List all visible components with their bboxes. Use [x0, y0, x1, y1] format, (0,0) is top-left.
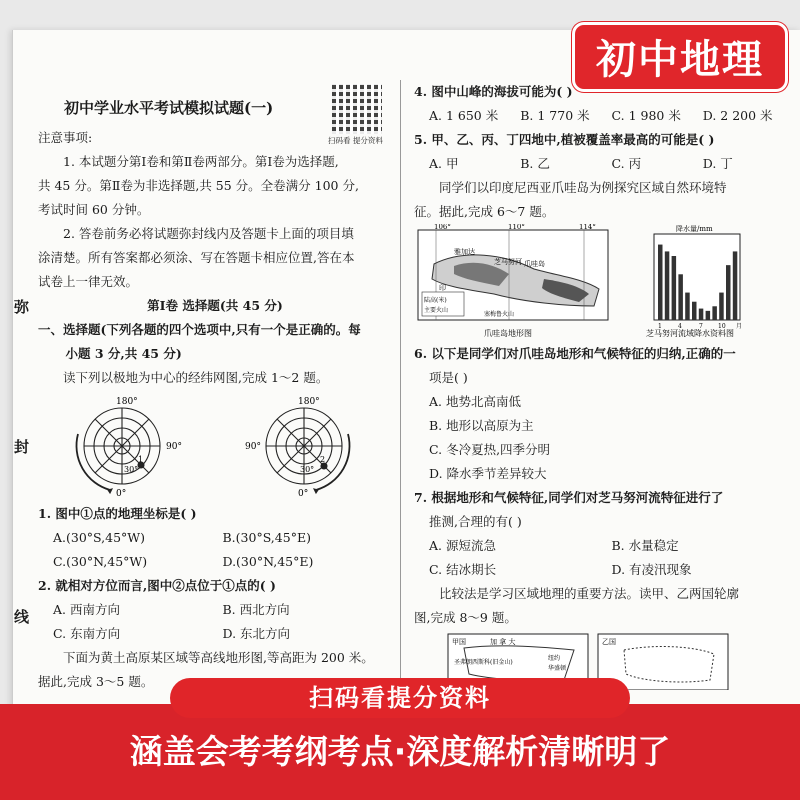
notice-line: 试卷上一律无效。 [38, 274, 139, 289]
map2-label: 圣弗朗西斯科(旧金山) [454, 659, 513, 666]
question-7: 7. 根据地形和气候特征,同学们对芝马努河流特征进行了 [414, 490, 724, 505]
option: D. 2 200 米 [702, 108, 773, 123]
right-column [414, 80, 794, 690]
part-heading: 小题 3 分,共 45 分) [65, 346, 182, 361]
options-row [414, 104, 794, 128]
rain-bar [685, 293, 690, 320]
fig-label-lat: 30° [124, 465, 139, 474]
notice-line: 共 45 分。第Ⅱ卷为非选择题,共 55 分。全卷满分 100 分, [38, 178, 359, 193]
fig-label-top: 180° [298, 397, 320, 407]
map-sea: 印 [439, 284, 446, 292]
map2-label: 加 拿 大 [490, 638, 516, 646]
rain-bar [699, 309, 704, 320]
promo-banner: 涵盖会考考纲考点·深度解析清晰明了 [0, 704, 800, 800]
fig-label-right: 90° [166, 442, 182, 452]
fig-label-lat: 30° [300, 465, 315, 474]
notice-heading: 注意事项: [38, 130, 93, 145]
fig-label-bottom: 0° [298, 489, 309, 499]
rain-bar [706, 311, 711, 320]
question-intro: 下面为黄土高原某区域等高线地形图,等高距为 200 米。 [63, 650, 374, 665]
question-5: 5. 甲、乙、丙、丁四地中,植被覆盖率最高的可能是( ) [414, 132, 715, 147]
option: B. 地形以高原为主 [429, 418, 534, 433]
option: C. 丙 [611, 156, 642, 171]
rain-bar [658, 245, 663, 320]
notice-line: 涂清楚。所有答案都必须涂、写在答题卡相应位置,答在本 [38, 250, 355, 265]
polar-grid-svg [38, 390, 392, 502]
scan-banner[interactable]: 扫码看提分资料 [170, 678, 630, 718]
question-1: 1. 图中①点的地理坐标是( ) [38, 506, 197, 521]
notice-line: 考试时间 60 分钟。 [38, 202, 150, 217]
option: C. 1 980 米 [611, 108, 681, 123]
option: A. 地势北高南低 [429, 394, 521, 409]
map-volcano: 塞梅鲁火山 [484, 311, 515, 318]
question-intro: 据此,完成 3～5 题。 [38, 674, 154, 689]
binding-char: 弥 [14, 298, 30, 316]
question-intro: 征。据此,完成 6～7 题。 [414, 204, 555, 219]
option: B. 1 770 米 [520, 108, 590, 123]
notice-line: 1. 本试题分第Ⅰ卷和第Ⅱ卷两部分。第Ⅰ卷为选择题, [63, 154, 339, 169]
rain-bar [726, 265, 731, 320]
rain-bar [692, 302, 697, 320]
rain-month: 1 [658, 323, 662, 330]
qr-code[interactable] [332, 84, 382, 134]
binding-char: 封 [14, 438, 30, 456]
rain-bar [665, 251, 670, 320]
option: D.(30°N,45°E) [222, 554, 314, 569]
option: B. 水量稳定 [611, 538, 679, 553]
fig-point-2: 2 [320, 455, 326, 464]
map-city: 雅加达 [454, 248, 475, 256]
java-figures [414, 224, 794, 342]
question-2: 2. 就相对方位而言,图中②点位于①点的( ) [38, 578, 276, 593]
map-lon: 106° [434, 224, 451, 231]
question-intro: 图,完成 8～9 题。 [414, 610, 517, 625]
option: C. 东南方向 [53, 626, 121, 641]
map2-label: 甲国 [452, 638, 466, 646]
rain-month: 10 [718, 323, 726, 330]
map2-label: 华盛顿 [548, 665, 567, 672]
notice-line: 2. 答卷前务必将试题弥封线内及答题卡上面的项目填 [63, 226, 354, 241]
exam-title: 初中学业水平考试模拟试题(一) [64, 99, 274, 117]
question-intro: 比较法是学习区域地理的重要方法。读甲、乙两国轮廓 [439, 586, 740, 601]
part-heading: 一、选择题(下列各题的四个选项中,只有一个是正确的。每 [38, 322, 361, 337]
question-intro: 同学们以印度尼西亚爪哇岛为例探究区域自然环境特 [439, 180, 727, 195]
option: D. 降水季节差异较大 [429, 466, 547, 481]
rain-month: 7 [699, 323, 703, 330]
option: D. 有凌汛现象 [611, 562, 692, 577]
option: B. 西北方向 [222, 602, 290, 617]
option: A. 源短流急 [429, 538, 496, 553]
map-legend: 陆高(米) [424, 297, 447, 304]
question-6-cont: 项是( ) [429, 370, 468, 385]
option: B. 乙 [520, 156, 550, 171]
map-legend: 主要火山 [424, 307, 449, 314]
rain-caption: 芝马努河流域降水资料图 [646, 329, 734, 338]
polar-figure [38, 390, 392, 502]
option: C. 结冰期长 [429, 562, 497, 577]
rain-month: 月 [736, 323, 743, 330]
option: A. 西南方向 [53, 602, 120, 617]
question-intro: 读下列以极地为中心的经纬网图,完成 1～2 题。 [63, 370, 329, 385]
option: C. 冬冷夏热,四季分明 [429, 442, 551, 457]
map-lon: 110° [508, 224, 525, 231]
option: A. 1 650 米 [429, 108, 499, 123]
left-column [38, 82, 392, 694]
option: A. 甲 [429, 156, 459, 171]
map-lon: 114° [579, 224, 596, 231]
section-heading: 第Ⅰ卷 选择题(共 45 分) [147, 298, 283, 313]
options-row [414, 152, 794, 176]
option: D. 丁 [702, 156, 733, 171]
fig-label-top: 180° [116, 397, 138, 407]
option: C.(30°N,45°W) [53, 554, 148, 569]
option: B.(30°S,45°E) [222, 530, 311, 545]
option: A.(30°S,45°W) [53, 530, 146, 545]
option: D. 东北方向 [222, 626, 291, 641]
rain-bar [712, 306, 717, 320]
rain-month: 4 [678, 323, 682, 330]
fig-point-1: 1 [138, 455, 144, 464]
subject-badge: 初中地理 [572, 22, 788, 92]
fig-label-left: 90° [245, 442, 261, 452]
qr-caption: 扫码看 提分资料 [328, 136, 383, 145]
fig-label-bottom: 0° [116, 489, 127, 499]
map2-label: 纽约 [548, 655, 561, 662]
rain-title: 降水量/mm [676, 225, 713, 233]
question-6: 6. 以下是同学们对爪哇岛地形和气候特征的归纳,正确的一 [414, 346, 736, 361]
rain-bar [733, 251, 738, 320]
rain-bar [719, 293, 724, 320]
map-river: 芝马努河 [494, 258, 522, 266]
map-caption: 爪哇岛地形图 [484, 329, 532, 338]
question-4: 4. 图中山峰的海拔可能为( ) [414, 84, 573, 99]
java-map-svg [414, 224, 794, 342]
binding-char: 线 [14, 608, 30, 626]
map-island: 爪哇岛 [524, 260, 545, 268]
question-7-cont: 推测,合理的有( ) [429, 514, 522, 529]
rainfall-chart [646, 224, 742, 338]
rain-bar [672, 256, 677, 320]
map2-label: 乙国 [602, 638, 616, 646]
rain-bar [678, 274, 683, 320]
column-divider [400, 80, 401, 710]
